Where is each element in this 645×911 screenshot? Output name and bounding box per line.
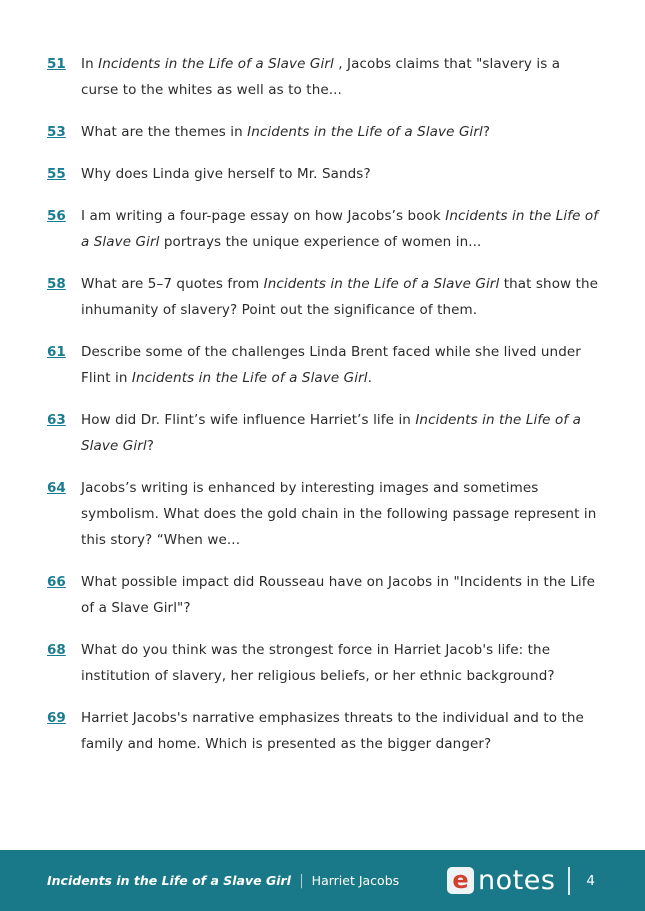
question-text: [81, 407, 601, 459]
question-text: [81, 119, 490, 145]
text-segment: Describe some of the challenges Linda Brent faced while she lived under Flint in: [81, 344, 581, 386]
text-segment: , Jacobs claims that "slavery is a curse to the whites as well as to the...: [81, 56, 561, 98]
text-segment: Jacobs’s writing is enhanced by interesting images and sometimes symbolism. What does the gold chain in the following passage represent in this story? “When we...: [81, 480, 597, 548]
book-title-italic: Incidents in the Life of a Slave Girl: [81, 412, 581, 454]
question-row: [47, 339, 601, 391]
enotes-e-icon: e: [447, 867, 474, 894]
question-text: [81, 203, 601, 255]
question-number-link[interactable]: 55: [47, 166, 66, 182]
book-title-italic: Incidents in the Life of a Slave Girl: [81, 208, 599, 250]
question-number-link[interactable]: 68: [47, 642, 66, 658]
question-text: [81, 161, 371, 187]
book-title-italic: Incidents in the Life of a Slave Girl: [131, 370, 368, 386]
text-segment: How did Dr. Flint’s wife influence Harriet’s life in: [81, 412, 416, 428]
footer-book-info: [47, 873, 399, 889]
question-row: [47, 51, 601, 103]
question-number-link[interactable]: 66: [47, 574, 66, 590]
question-text: [81, 705, 601, 757]
question-number-link[interactable]: 58: [47, 276, 66, 292]
question-number-link[interactable]: 64: [47, 480, 66, 496]
text-segment: Harriet Jacobs's narrative emphasizes threats to the individual and to the family and home. Which is presented as the bigger danger?: [81, 710, 584, 752]
text-segment: Why does Linda give herself to Mr. Sands?: [81, 166, 371, 182]
question-text: [81, 475, 601, 553]
text-segment: portrays the unique experience of women in...: [159, 234, 482, 250]
question-text: [81, 51, 601, 103]
question-text: [81, 271, 601, 323]
enotes-wordmark: notes: [478, 865, 556, 896]
question-row: [47, 271, 601, 323]
footer-book-title: Incidents in the Life of a Slave Girl: [47, 873, 291, 888]
text-segment: What do you think was the strongest force in Harriet Jacob's life: the institution of slavery, her religious beliefs, or her ethnic background?: [81, 642, 555, 684]
book-title-italic: Incidents in the Life of a Slave Girl: [98, 56, 334, 72]
question-number-link[interactable]: 61: [47, 344, 66, 360]
question-text: [81, 339, 601, 391]
question-row: [47, 569, 601, 621]
question-row: [47, 475, 601, 553]
footer-author: Harriet Jacobs: [311, 873, 400, 888]
footer-divider: [568, 867, 570, 895]
book-title-italic: Incidents in the Life of a Slave Girl: [247, 124, 483, 140]
question-number-link[interactable]: 56: [47, 208, 66, 224]
question-row: [47, 705, 601, 757]
question-row: [47, 161, 601, 187]
text-segment: What are the themes in: [81, 124, 248, 140]
text-segment: What possible impact did Rousseau have on Jacobs in "Incidents in the Life of a Slave Girl"?: [81, 574, 596, 616]
text-segment: .: [367, 370, 372, 386]
question-number-link[interactable]: 63: [47, 412, 66, 428]
book-title-italic: Incidents in the Life of a Slave Girl: [263, 276, 500, 292]
question-text: [81, 569, 601, 621]
page-footer: [0, 850, 645, 911]
page-number: 4: [586, 872, 595, 889]
question-row: [47, 119, 601, 145]
footer-brand-area: [447, 867, 595, 895]
text-segment: What are 5–7 quotes from: [81, 276, 264, 292]
question-row: [47, 203, 601, 255]
question-row: [47, 407, 601, 459]
text-segment: I am writing a four-page essay on how Jacobs’s book: [81, 208, 446, 224]
text-segment: that show the inhumanity of slavery? Point out the significance of them.: [81, 276, 599, 318]
enotes-logo: [447, 867, 555, 894]
question-text: [81, 637, 601, 689]
text-segment: ?: [482, 124, 491, 140]
question-number-link[interactable]: 53: [47, 124, 66, 140]
footer-separator: |: [298, 872, 304, 889]
text-segment: In: [81, 56, 99, 72]
question-number-link[interactable]: 51: [47, 56, 66, 72]
question-number-link[interactable]: 69: [47, 710, 66, 726]
text-segment: ?: [146, 438, 154, 454]
question-row: [47, 637, 601, 689]
